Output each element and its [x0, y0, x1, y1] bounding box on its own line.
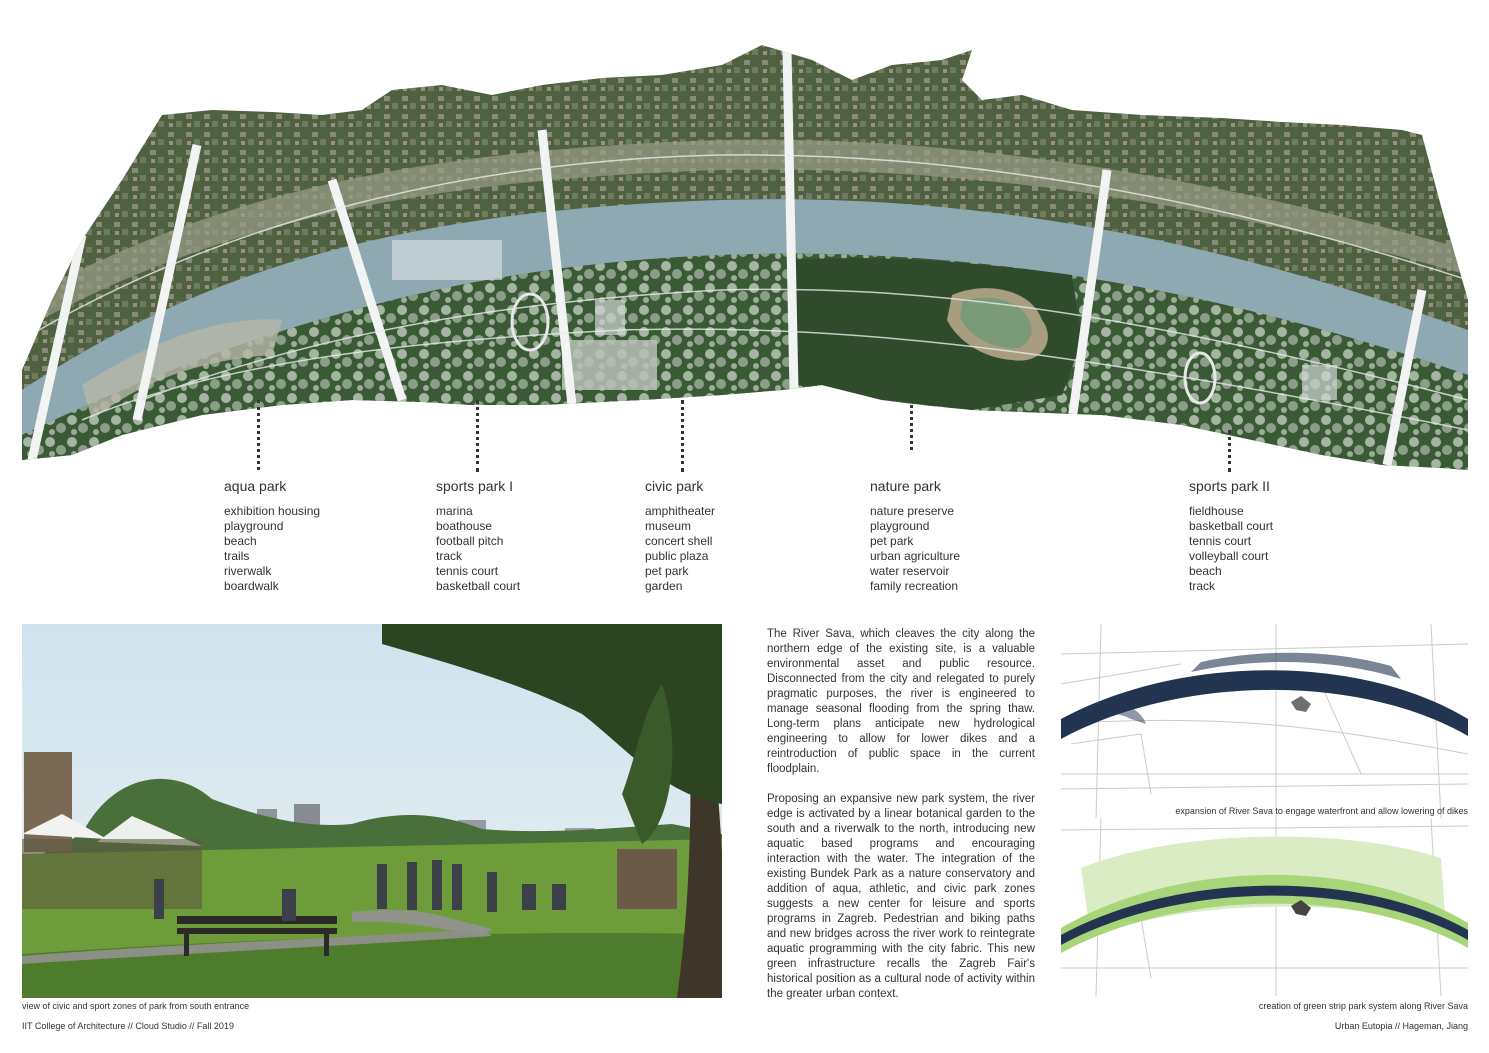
zone-title: aqua park — [224, 478, 287, 494]
zone-item: riverwalk — [224, 564, 272, 578]
description-paragraph: The River Sava, which cleaves the city along the northern edge of the existing site, is a valuable environmental asset and public resource. Disconnected from the city and relegated to purely pragmatic purposes, the river is engineered to manage seasonal flooding from the spring thaw. Long-term plans anticipate new hydrological engineering to allow for lower dikes and a reintroduction of public space in the current floodplain. — [767, 628, 1035, 775]
zone-item: boardwalk — [224, 579, 279, 593]
park-photo — [22, 624, 722, 998]
zone-item: playground — [870, 519, 930, 533]
zone-item: track — [436, 549, 463, 563]
zone-item: beach — [224, 534, 257, 548]
zone-title: nature park — [870, 478, 941, 494]
zone-item: public plaza — [645, 549, 709, 563]
zone-item: amphitheater — [645, 504, 716, 518]
zone-item: beach — [1189, 564, 1222, 578]
zone-item: volleyball court — [1189, 549, 1269, 563]
zone-item: fieldhouse — [1189, 504, 1244, 518]
zone-sports-park-1 — [436, 478, 520, 594]
project-description — [767, 627, 1035, 1017]
zone-title: civic park — [645, 478, 704, 494]
zone-item: exhibition housing — [224, 504, 321, 518]
zone-title: sports park I — [436, 478, 514, 494]
river-expansion-diagram — [1061, 624, 1468, 818]
zone-item: track — [1189, 579, 1216, 593]
zone-item: trails — [224, 549, 250, 563]
photo-caption: view of civic and sport zones of park from south entrance — [22, 1001, 250, 1011]
zone-item: pet park — [645, 564, 689, 578]
site-plan-aerial — [22, 40, 1468, 480]
zone-aqua-park — [224, 478, 320, 594]
zone-item: family recreation — [870, 579, 959, 593]
description-paragraph: Proposing an expansive new park system, the river edge is activated by a linear botanical garden to the south and a riverwalk to the north, introducing new aquatic based programs and encouraging interaction with the water. The integration of the existing Bundek Park as a nature conservatory and addition of aqua, athletic, and civic park zones suggests a new center for leisure and sports programs in Zagreb. Pedestrian and biking paths and new bridges across the river work to reintegrate aquatic programming with the city fabric. This new green infrastructure recalls the Zagreb Fair's historical position as a cultural node of activity within the greater urban context. — [767, 793, 1035, 1000]
zone-item: nature preserve — [870, 504, 955, 518]
zone-item: water reservoir — [870, 564, 950, 578]
zone-civic-park — [645, 478, 715, 594]
footer-right: Urban Eutopia // Hageman, Jiang — [1334, 1021, 1468, 1031]
zone-item: tennis court — [1189, 534, 1252, 548]
zone-item: basketball court — [436, 579, 521, 593]
zone-nature-park — [870, 478, 960, 594]
zone-item: tennis court — [436, 564, 499, 578]
diagram-caption: expansion of River Sava to engage waterfront and allow lowering of dikes — [1175, 806, 1468, 816]
zone-item: boathouse — [436, 519, 493, 533]
zone-item: urban agriculture — [870, 549, 961, 563]
zone-item: pet park — [870, 534, 914, 548]
zone-item: museum — [645, 519, 692, 533]
footer-left: IIT College of Architecture // Cloud Studio // Fall 2019 — [22, 1021, 234, 1031]
zone-item: basketball court — [1189, 519, 1274, 533]
zone-title: sports park II — [1189, 478, 1270, 494]
zone-sports-park-2 — [1189, 478, 1273, 594]
zone-item: marina — [436, 504, 473, 518]
zone-item: playground — [224, 519, 284, 533]
zone-item: garden — [645, 579, 683, 593]
zone-item: concert shell — [645, 534, 713, 548]
green-strip-diagram — [1061, 818, 1468, 996]
diagram-caption: creation of green strip park system along River Sava — [1258, 1001, 1468, 1011]
zone-item: football pitch — [436, 534, 504, 548]
